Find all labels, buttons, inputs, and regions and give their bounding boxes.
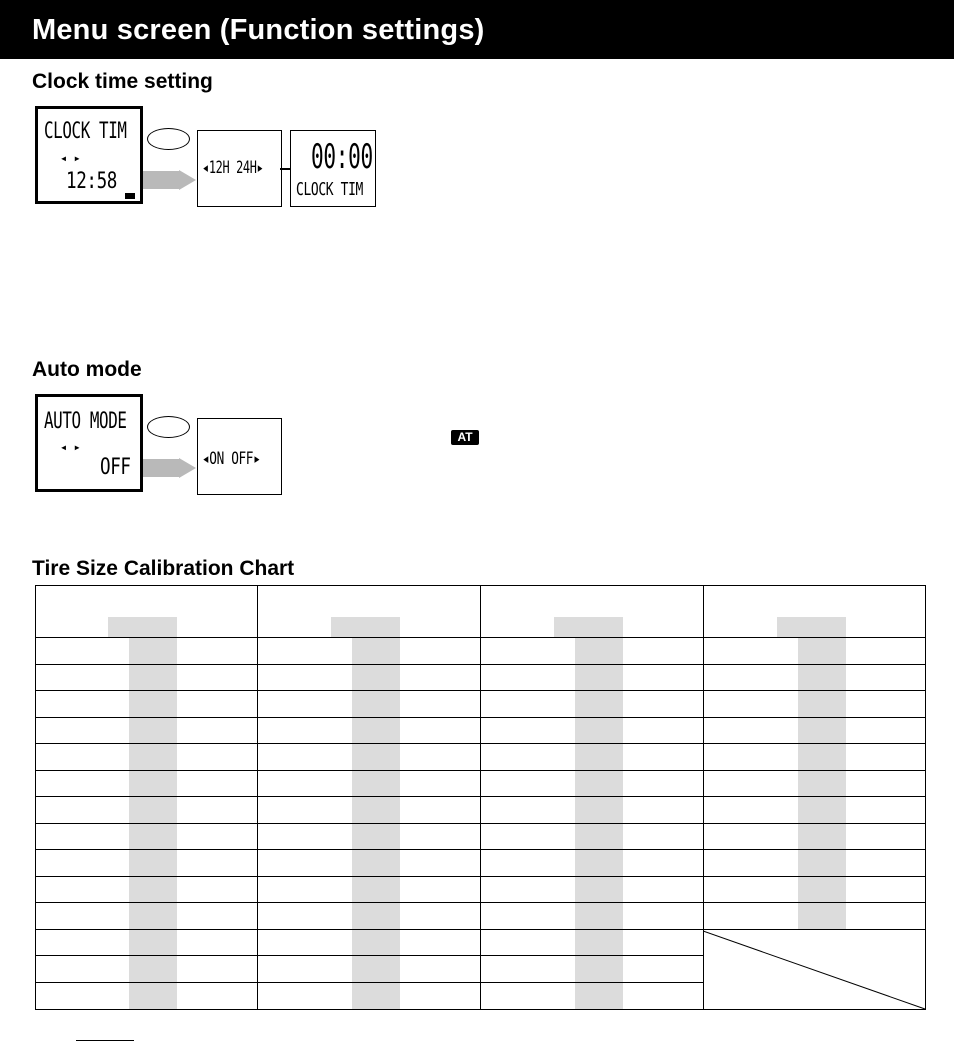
empty-cell-diagonal [703, 929, 926, 1010]
clock-result-screen [290, 130, 376, 207]
arrow-right-icon [143, 171, 179, 189]
clock-result-title: CLOCK TIM [296, 179, 363, 200]
table-row-line [35, 876, 926, 877]
table-row-line [35, 664, 926, 665]
table-row-line [35, 717, 926, 718]
table-row-line [35, 743, 926, 744]
clock-time-heading: Clock time setting [32, 70, 213, 93]
table-row-line [35, 955, 703, 956]
auto-mode-badge: AT [451, 430, 479, 445]
table-row-line [35, 796, 926, 797]
footer-underline [76, 1040, 134, 1041]
auto-toggle-screen [197, 418, 282, 495]
clock-result-time: 00:00 [311, 137, 373, 177]
table-row-line [35, 902, 926, 903]
page-title: Menu screen (Function settings) [32, 14, 485, 46]
arrow-right-head-icon [179, 170, 196, 190]
auto-lcd-screen [35, 394, 143, 492]
table-col-divider [480, 586, 481, 1009]
auto-lcd-value: OFF [100, 455, 131, 480]
arrow-right-icon [143, 459, 179, 477]
auto-lcd-arrows: ◂ ▸ [60, 440, 81, 454]
table-row-line [35, 770, 926, 771]
battery-icon [125, 193, 135, 199]
auto-mode-heading: Auto mode [32, 358, 142, 381]
auto-toggle-text: ◂ON OFF▸ [202, 449, 261, 469]
clock-lcd-time: 12:58 [66, 169, 117, 194]
table-row-line [35, 849, 926, 850]
tire-chart-heading: Tire Size Calibration Chart [32, 557, 295, 580]
table-row-line [35, 982, 703, 983]
arrow-right-head-icon [179, 458, 196, 478]
clock-format-text: ◂12H 24H▸ [202, 158, 264, 178]
clock-lcd-screen [35, 106, 143, 204]
auto-lcd-title: AUTO MODE [44, 409, 127, 434]
button-oval-icon [147, 128, 190, 150]
table-row-line [35, 637, 926, 638]
table-row-line [35, 690, 926, 691]
table-col-divider [257, 586, 258, 1009]
button-oval-icon [147, 416, 190, 438]
table-row-line [35, 823, 926, 824]
clock-format-screen [197, 130, 282, 207]
clock-lcd-title: CLOCK TIM [44, 119, 127, 144]
clock-lcd-arrows: ◂ ▸ [60, 151, 81, 165]
